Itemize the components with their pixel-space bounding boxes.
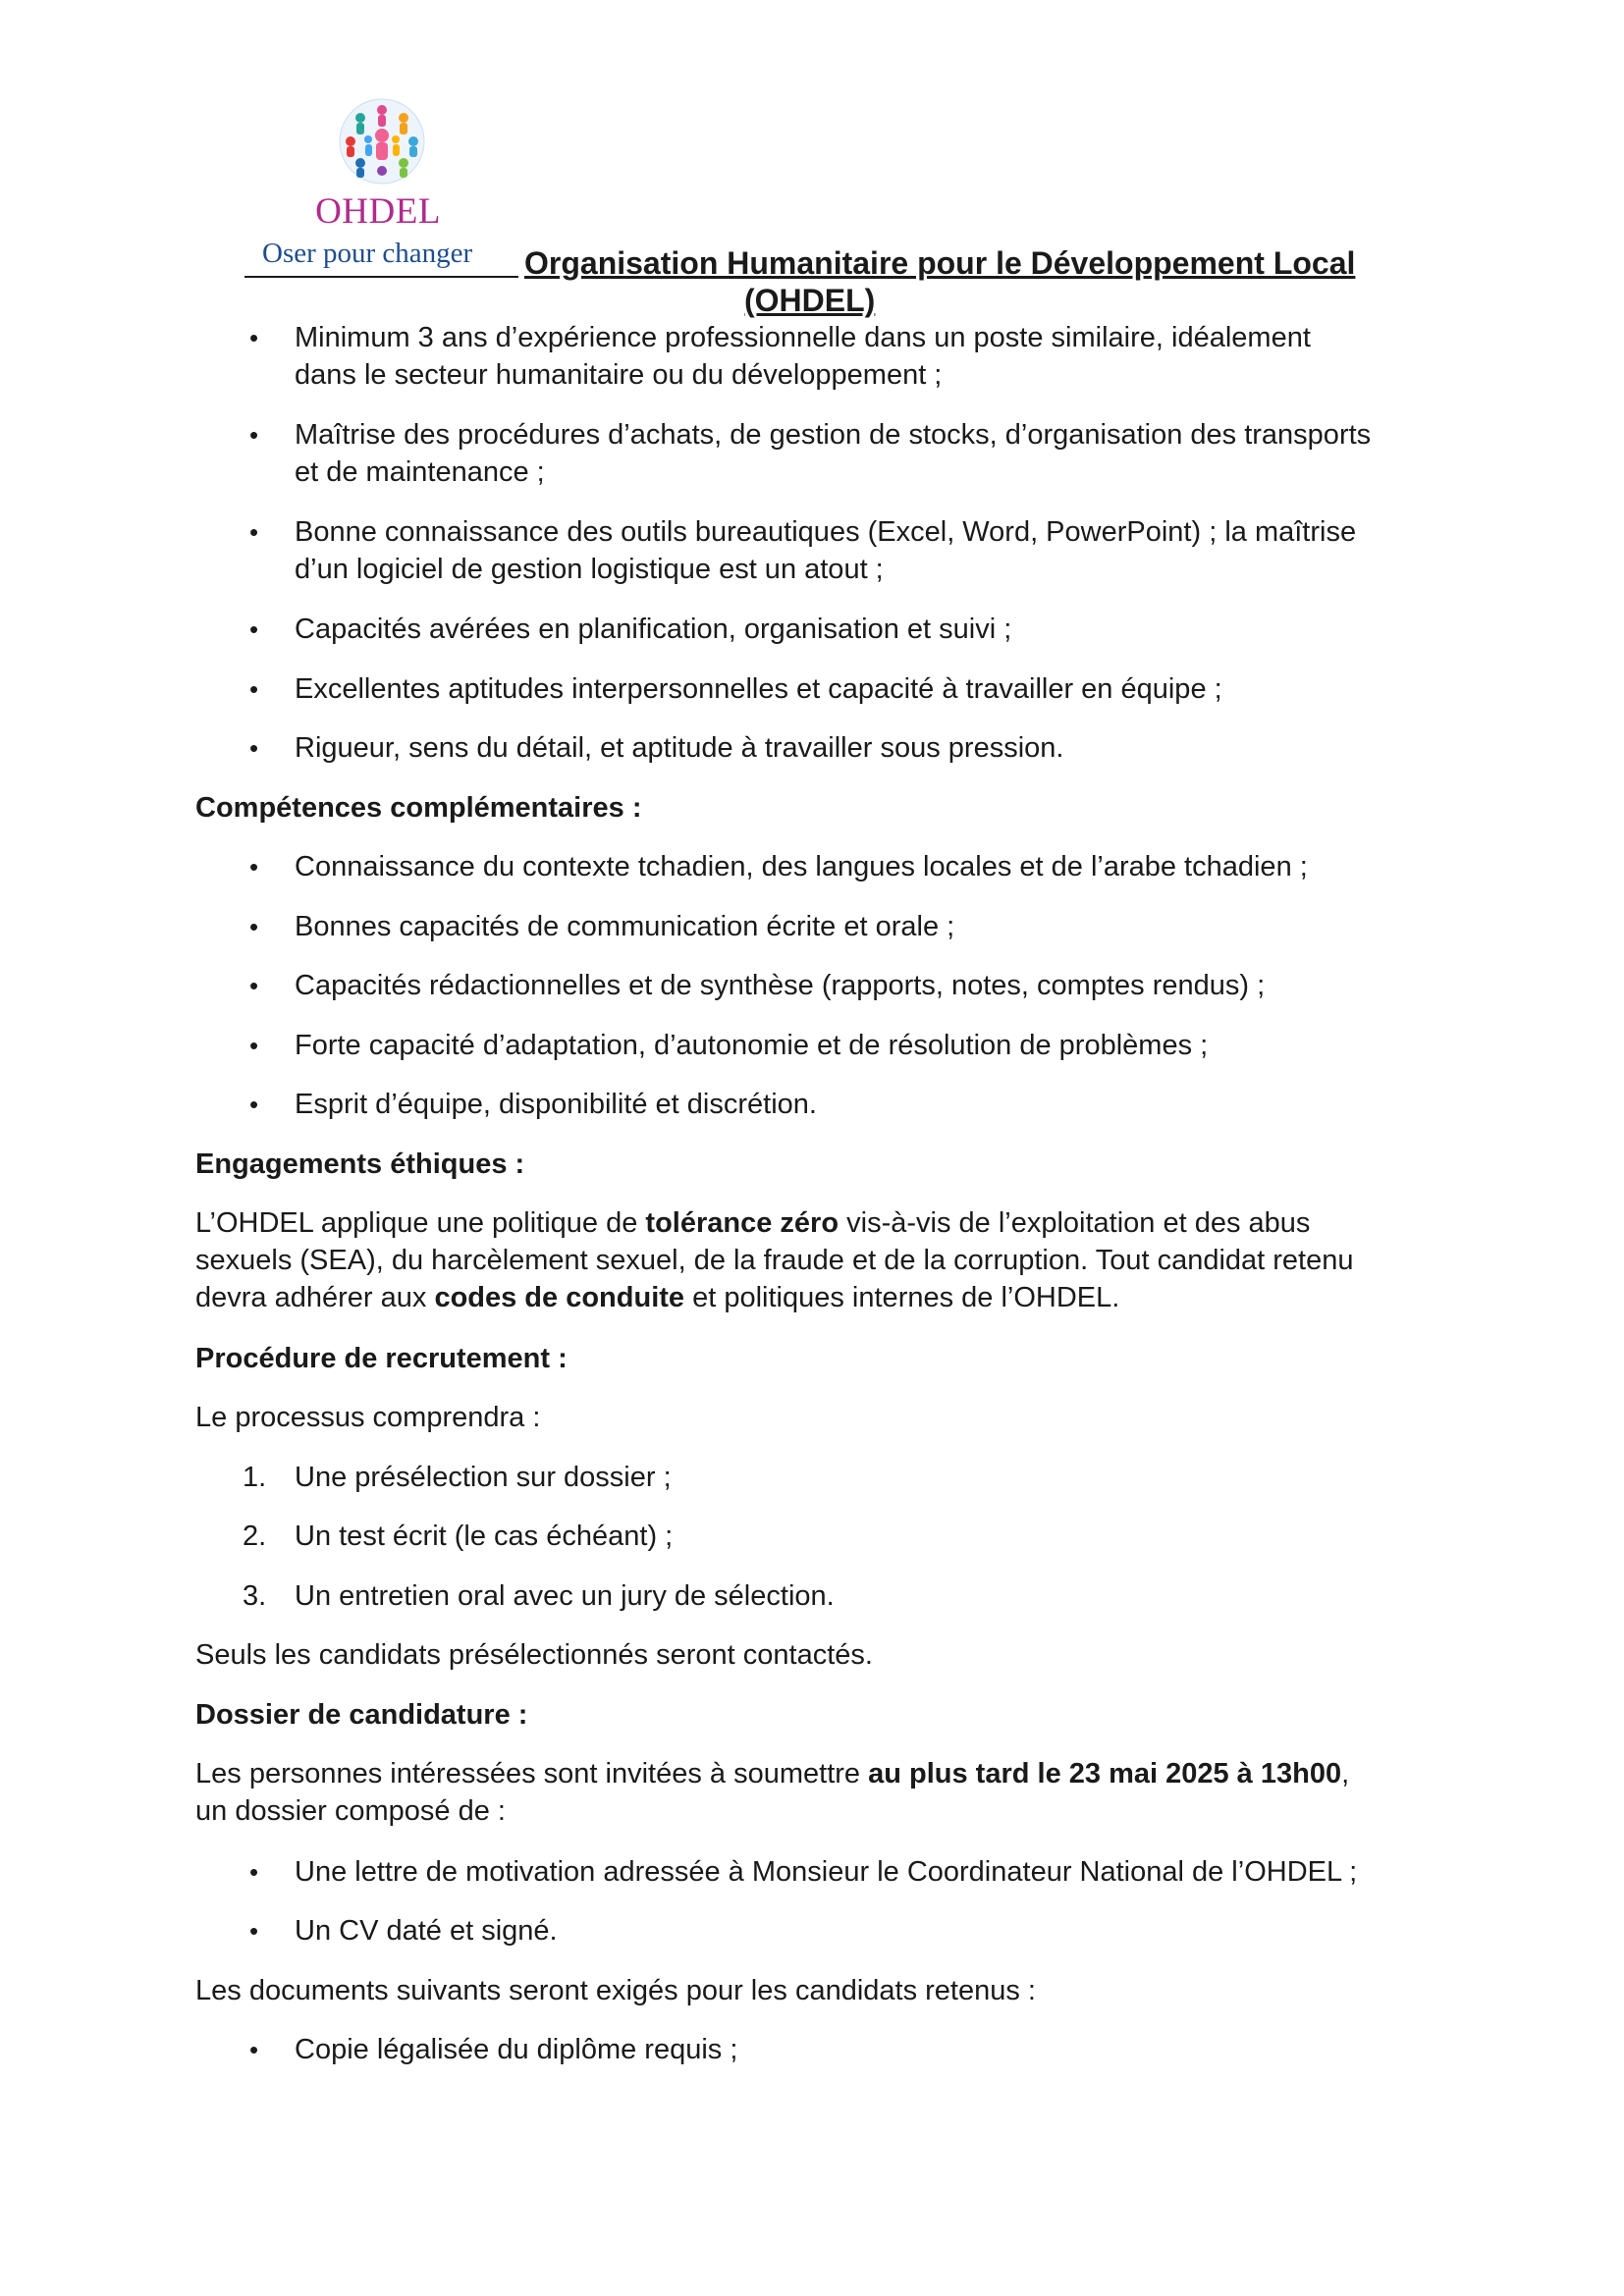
list-item-text: et de maintenance ; xyxy=(295,456,545,488)
bullet-icon: • xyxy=(249,1090,259,1119)
step-number: 3. xyxy=(243,1580,267,1612)
list-item-text: Capacités rédactionnelles et de synthèse (rapports, notes, comptes rendus) ; xyxy=(295,970,1266,1001)
list-item-text: Capacités avérées en planification, organisation et suivi ; xyxy=(295,614,1012,645)
list-item-text: Forte capacité d’adaptation, d’autonomie et de résolution de problèmes ; xyxy=(295,1030,1209,1061)
section-heading-complementary: Compétences complémentaires : xyxy=(195,792,642,824)
paragraph-line xyxy=(195,1755,1462,1792)
section-heading-ethics: Engagements éthiques : xyxy=(195,1148,525,1180)
step-text: Un test écrit (le cas échéant) ; xyxy=(295,1521,674,1552)
bold-text: codes de conduite xyxy=(434,1282,685,1313)
bullet-icon: • xyxy=(249,420,259,450)
list-item-text: Esprit d’équipe, disponibilité et discrétion. xyxy=(295,1089,817,1120)
section-heading-application: Dossier de candidature : xyxy=(195,1699,528,1731)
text-span: , xyxy=(1341,1758,1350,1789)
bullet-icon: • xyxy=(249,614,259,644)
list-item-text: d’un logiciel de gestion logistique est un atout ; xyxy=(295,554,884,585)
list-item-text: Connaissance du contexte tchadien, des langues locales et de l’arabe tchadien ; xyxy=(295,851,1308,882)
bullet-icon: • xyxy=(249,971,259,1000)
list-item-text: Excellentes aptitudes interpersonnelles et capacité à travailler en équipe ; xyxy=(295,673,1222,705)
organization-acronym: (OHDEL) xyxy=(744,283,876,318)
bullet-icon: • xyxy=(249,1916,259,1946)
paragraph-line xyxy=(195,1204,1462,1242)
application-paragraph xyxy=(195,1755,1462,1830)
paragraph-line: sexuels (SEA), du harcèlement sexuel, de la fraude et de la corruption. Tout candidat retenu xyxy=(195,1245,1354,1276)
bullet-icon: • xyxy=(249,674,259,704)
globe-people-icon xyxy=(337,96,427,187)
list-item-text: dans le secteur humanitaire ou du développement ; xyxy=(295,359,943,391)
bullet-icon: • xyxy=(249,912,259,941)
list-item-text: Un CV daté et signé. xyxy=(295,1915,558,1947)
bullet-icon: • xyxy=(249,2035,259,2064)
organization-title: Organisation Humanitaire pour le Développement Local xyxy=(524,245,1356,281)
list-item-text: Rigueur, sens du détail, et aptitude à travailler sous pression. xyxy=(295,732,1064,764)
paragraph-line xyxy=(195,1279,1462,1316)
step-number: 2. xyxy=(243,1521,267,1552)
logo-slogan: Oser pour changer xyxy=(262,238,473,269)
step-text: Une présélection sur dossier ; xyxy=(295,1462,672,1493)
text-span: L’OHDEL applique une politique de xyxy=(195,1207,646,1239)
deadline-text: au plus tard le 23 mai 2025 à 13h00 xyxy=(868,1758,1342,1789)
bullet-icon: • xyxy=(249,323,259,352)
bullet-icon: • xyxy=(249,1857,259,1887)
bullet-icon: • xyxy=(249,517,259,547)
section-heading-procedure: Procédure de recrutement : xyxy=(195,1343,568,1374)
bullet-icon: • xyxy=(249,852,259,881)
list-item-text: Une lettre de motivation adressée à Monsieur le Coordinateur National de l’OHDEL ; xyxy=(295,1856,1358,1888)
list-item-text: Copie légalisée du diplôme requis ; xyxy=(295,2034,738,2065)
procedure-intro: Le processus comprendra : xyxy=(195,1402,541,1433)
required-documents-intro: Les documents suivants seront exigés pour les candidats retenus : xyxy=(195,1975,1036,2006)
step-number: 1. xyxy=(243,1462,267,1493)
text-span: devra adhérer aux xyxy=(195,1282,435,1313)
header-underline xyxy=(244,276,518,278)
bullet-icon: • xyxy=(249,1031,259,1060)
ohdel-logo xyxy=(245,88,511,285)
list-item-text: Bonnes capacités de communication écrite et orale ; xyxy=(295,911,955,942)
logo-name: OHDEL xyxy=(315,191,441,232)
list-item-text: Minimum 3 ans d’expérience professionnelle dans un poste similaire, idéalement xyxy=(295,322,1311,353)
text-span: vis-à-vis de l’exploitation et des abus xyxy=(839,1207,1311,1239)
procedure-note: Seuls les candidats présélectionnés seront contactés. xyxy=(195,1639,873,1671)
ethics-paragraph xyxy=(195,1204,1462,1316)
bullet-icon: • xyxy=(249,733,259,763)
bold-text: tolérance zéro xyxy=(645,1207,839,1239)
text-span: Les personnes intéressées sont invitées à soumettre xyxy=(195,1758,869,1789)
paragraph-line: un dossier composé de : xyxy=(195,1795,506,1827)
step-text: Un entretien oral avec un jury de sélection. xyxy=(295,1580,835,1612)
list-item-text: Bonne connaissance des outils bureautiques (Excel, Word, PowerPoint) ; la maîtrise xyxy=(295,516,1357,548)
list-item-text: Maîtrise des procédures d’achats, de gestion de stocks, d’organisation des transports xyxy=(295,419,1372,451)
text-span: et politiques internes de l’OHDEL. xyxy=(684,1282,1120,1313)
